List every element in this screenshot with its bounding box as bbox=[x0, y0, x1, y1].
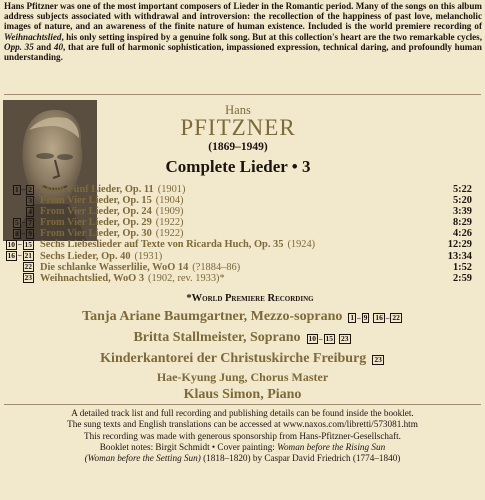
track-row bbox=[6, 195, 472, 206]
footer-line-sponsorship: This recording was made with generous sponsorship from Hans-Pfitzner-Gesellschaft. bbox=[84, 430, 401, 441]
track-duration: 2:59 bbox=[452, 272, 472, 284]
artist-credit bbox=[0, 385, 485, 405]
artist-name: Klaus Simon, Piano bbox=[183, 387, 302, 402]
track-row bbox=[6, 228, 472, 239]
track-number-dash: – bbox=[21, 184, 26, 193]
track-number-end: 9 bbox=[28, 228, 32, 238]
track-row bbox=[6, 184, 472, 195]
track-number-start: 5 bbox=[15, 217, 19, 227]
track-title: Die schlanke Wasserlilie, WoO 14 bbox=[40, 261, 189, 273]
track-number bbox=[6, 262, 34, 272]
artist-track-ref-dash: – bbox=[357, 314, 361, 322]
track-number-end: 23 bbox=[24, 273, 32, 283]
track-duration: 5:20 bbox=[452, 195, 472, 207]
artist-track-ref-dash: – bbox=[319, 335, 323, 343]
track-number-start: 1 bbox=[15, 184, 19, 194]
artist-credit bbox=[0, 328, 485, 349]
track-number-dash: – bbox=[18, 251, 22, 260]
track-duration: 4:26 bbox=[452, 228, 472, 240]
track-number-start: 16 bbox=[7, 251, 15, 261]
intro-text-and: and bbox=[33, 41, 54, 52]
artist-credit bbox=[0, 349, 485, 370]
track-year: (1922) bbox=[155, 228, 184, 240]
composer-first-name: Hans bbox=[225, 103, 251, 117]
footer-notes bbox=[30, 408, 455, 464]
intro-italic-weihnachtslied: Weihnachtslied bbox=[4, 31, 62, 42]
track-title: Sechs Liebeslieder auf Texte von Ricarda Huch, Op. 35 bbox=[40, 239, 284, 251]
track-duration: 3:39 bbox=[452, 206, 472, 218]
composer-dates: (1869–1949) bbox=[208, 141, 268, 153]
track-year: (1931) bbox=[134, 250, 163, 262]
artist-track-ref-start: 10 bbox=[308, 334, 317, 343]
track-year: (?1884–86) bbox=[192, 261, 241, 273]
track-number bbox=[6, 185, 34, 195]
artist-track-ref-end: 15 bbox=[325, 334, 334, 343]
track-number-end: 7 bbox=[28, 217, 32, 227]
track-number bbox=[6, 196, 34, 206]
footer-line-credits bbox=[30, 442, 455, 453]
track-title: Weihnachtslied, WoO 3 bbox=[40, 272, 145, 284]
track-year: (1922) bbox=[155, 217, 184, 229]
intro-text-2: , his only setting inspired by a genuine folk song. But at this collection's heart are the two remarkable cycles, bbox=[61, 31, 482, 42]
artist-track-ref-start: 1 bbox=[350, 313, 355, 322]
intro-italic-opp35: Opp. 35 bbox=[4, 41, 34, 52]
track-title: From Vier Lieder, Op. 15 bbox=[40, 195, 152, 207]
track-number-dash: – bbox=[21, 217, 26, 226]
footer-painting-artist: (1818–1820) by Caspar David Friedrich (1774–1840) bbox=[200, 453, 401, 464]
track-number-end: 15 bbox=[24, 240, 32, 250]
artist-track-ref-start: 16 bbox=[375, 313, 383, 322]
artist-name: Kinderkantorei der Christuskirche Freiburg bbox=[100, 351, 367, 366]
artist-name: Tanja Ariane Baumgartner, Mezzo-soprano bbox=[82, 309, 343, 324]
track-duration: 1:52 bbox=[452, 261, 472, 273]
track-row bbox=[6, 217, 472, 228]
track-duration: 13:34 bbox=[447, 250, 472, 262]
divider-top bbox=[4, 94, 481, 95]
track-year: (1904) bbox=[155, 195, 184, 207]
track-number-end: 22 bbox=[24, 262, 32, 272]
track-title: From Vier Lieder, Op. 30 bbox=[40, 228, 152, 240]
divider-bottom bbox=[4, 404, 481, 405]
track-number bbox=[6, 240, 34, 250]
footer-line-painting bbox=[30, 453, 455, 464]
artist-credit bbox=[0, 370, 485, 385]
track-title: From Vier Lieder, Op. 29 bbox=[40, 217, 152, 229]
track-title: Sechs Lieder, Op. 40 bbox=[40, 250, 131, 262]
artist-track-ref-start: 23 bbox=[374, 355, 382, 364]
artist-track-refs bbox=[347, 313, 403, 322]
track-row bbox=[6, 206, 472, 217]
premiere-note: *World Premiere Recording bbox=[186, 293, 314, 304]
footer-credits-text: Booklet notes: Birgit Schmidt • Cover painting: bbox=[99, 441, 278, 452]
track-number-end: 2 bbox=[28, 184, 32, 194]
track-number bbox=[6, 251, 34, 261]
track-number-dash: – bbox=[21, 228, 26, 237]
track-number-start: 8 bbox=[15, 228, 19, 238]
track-duration: 5:22 bbox=[452, 184, 472, 195]
track-number-start: 10 bbox=[7, 240, 15, 250]
track-year: (1909) bbox=[155, 206, 184, 218]
intro-italic-40: 40 bbox=[53, 41, 63, 52]
track-list bbox=[6, 184, 472, 284]
track-title: From Vier Lieder, Op. 24 bbox=[40, 206, 152, 218]
track-number bbox=[6, 229, 34, 239]
track-number-dash: – bbox=[18, 240, 22, 249]
track-row bbox=[6, 251, 472, 262]
track-number bbox=[6, 218, 34, 228]
track-number bbox=[6, 273, 34, 283]
artist-track-ref-dash: – bbox=[385, 314, 390, 322]
footer-painting-title: Woman before the Rising Sun bbox=[277, 441, 386, 452]
composer-last-name: PFITZNER bbox=[180, 115, 296, 140]
intro-text-1: Hans Pfitzner was one of the most important composers of Lieder in the Romantic period. Many of the songs on this album address subjects associated with withdrawal and introversion: the recollection of the happiness of past love, melancholic images of nature, and an awareness of the finite nature of human existence. Included is the world premiere recording of bbox=[4, 1, 482, 32]
track-title: From Fünf Lieder, Op. 11 bbox=[40, 184, 154, 195]
track-number bbox=[6, 207, 34, 217]
artist-name: Britta Stallmeister, Soprano bbox=[133, 330, 301, 345]
artist-track-refs bbox=[306, 334, 352, 343]
intro-paragraph bbox=[4, 1, 482, 62]
artist-track-ref-end: 22 bbox=[392, 313, 400, 322]
footer-line-libretti: The sung texts and English translations can be accessed at www.naxos.com/libretti/573081.htm bbox=[67, 419, 418, 430]
track-year: (1924) bbox=[287, 239, 316, 251]
track-row bbox=[6, 273, 472, 284]
track-number-end: 3 bbox=[28, 195, 32, 205]
footer-line-booklet: A detailed track list and full recording and publishing details can be found inside the booklet. bbox=[71, 408, 414, 418]
track-duration: 12:29 bbox=[447, 239, 472, 251]
footer-painting-alt-title: (Woman before the Setting Sun) bbox=[84, 453, 201, 464]
artist-track-ref-end: 9 bbox=[363, 313, 368, 322]
artist-credit bbox=[0, 307, 485, 328]
track-year: (1901) bbox=[157, 184, 186, 195]
artist-track-refs bbox=[371, 355, 385, 364]
track-duration: 8:29 bbox=[452, 217, 472, 229]
track-row bbox=[6, 239, 472, 250]
artist-name: Hae-Kyung Jung, Chorus Master bbox=[156, 370, 329, 384]
artist-credits bbox=[0, 307, 485, 405]
artist-track-ref-start: 23 bbox=[341, 334, 349, 343]
album-title: Complete Lieder • 3 bbox=[165, 157, 311, 176]
track-number-end: 21 bbox=[24, 251, 32, 261]
track-row bbox=[6, 262, 472, 273]
track-year: (1902, rev. 1933)* bbox=[148, 272, 225, 284]
track-number-end: 4 bbox=[28, 206, 32, 216]
intro-text-3: , that are full of harmonic sophistication, impassioned expression, technical daring, and profoundly human understanding. bbox=[4, 41, 482, 63]
